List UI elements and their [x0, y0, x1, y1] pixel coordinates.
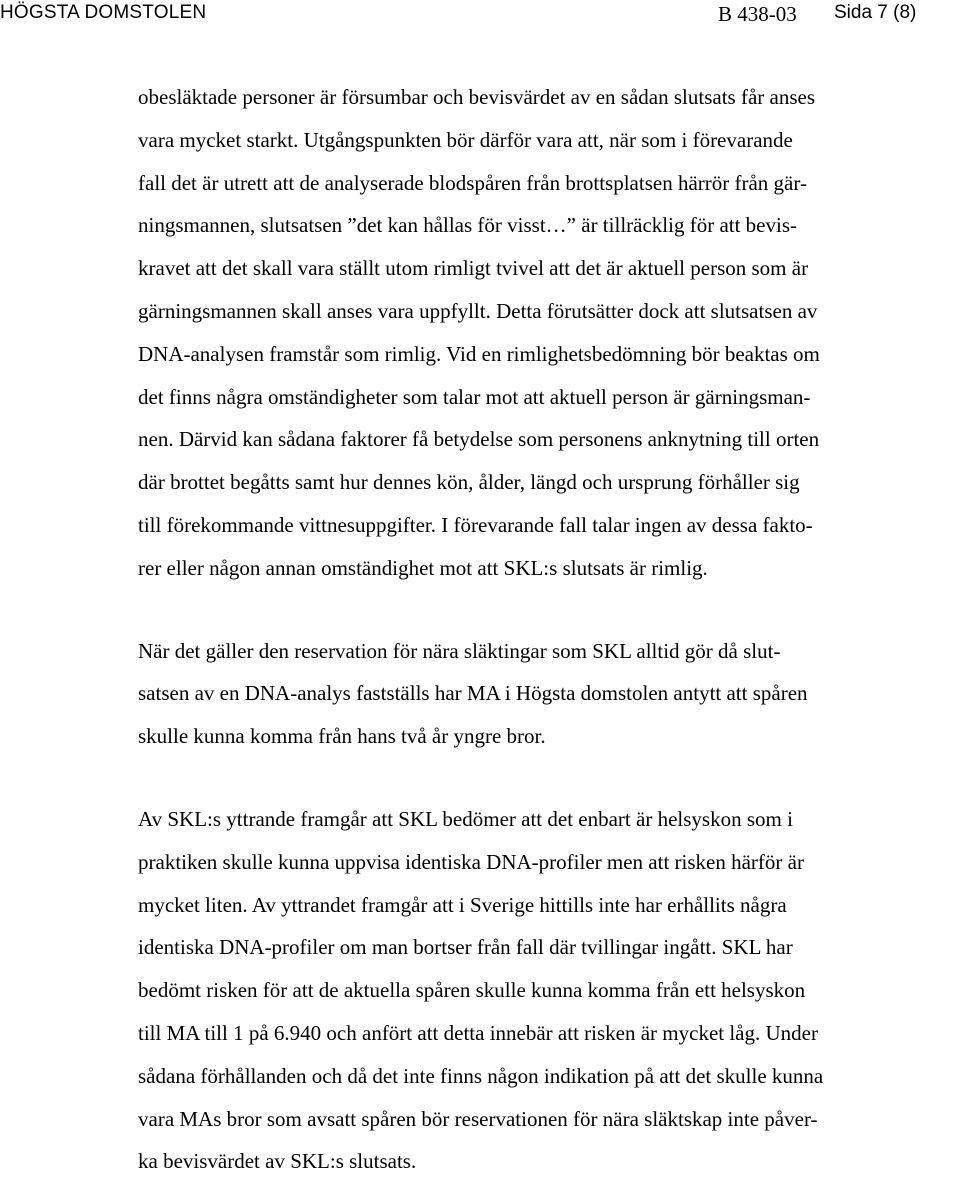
case-number: B 438-03 [718, 2, 797, 26]
paragraph-spacer [138, 758, 960, 798]
text-line: till förekommande vittnesuppgifter. I förevarande fall talar ingen av dessa fakto- [138, 512, 813, 537]
text-line: sådana förhållanden och då det inte finns någon indikation på att det skulle kunna [138, 1063, 824, 1088]
text-line: obesläktade personer är försumbar och bevisvärdet av en sådan slutsats får anses [138, 85, 816, 109]
text-line: Av SKL:s yttrande framgår att SKL bedömer att det enbart är helsyskon som i [138, 806, 793, 831]
court-name: HÖGSTA DOMSTOLEN [0, 2, 207, 23]
text-line: DNA-analysen framstår som rimlig. Vid en rimlighetsbedömning bör beaktas om [138, 341, 820, 366]
text-line: det finns några omständigheter som talar mot att aktuell person är gärningsman- [138, 384, 811, 409]
text-line: gärningsmannen skall anses vara uppfyllt. Detta förutsätter dock att slutsatsen av [138, 298, 818, 323]
text-line: ningsmannen, slutsatsen ”det kan hållas för visst…” är tillräcklig för att bevis- [138, 213, 797, 238]
text-line: När det gäller den reservation för nära släktingar som SKL alltid gör då slut- [138, 638, 781, 663]
text-line: identiska DNA-profiler om man bortser från fall där tvillingar ingått. SKL har [138, 935, 793, 960]
text-line: mycket liten. Av yttrandet framgår att i Sverige hittills inte har erhållits några [138, 892, 787, 917]
page-number: Sida 7 (8) [834, 2, 917, 23]
text-line: bedömt risken för att de aktuella spåren skulle kunna komma från ett helsyskon [138, 978, 806, 1003]
paragraph-spacer [138, 590, 960, 630]
paragraph [138, 798, 960, 1183]
text-line: skulle kunna komma från hans två år yngre bror. [138, 724, 546, 749]
text-line: vara mycket starkt. Utgångspunkten bör därför vara att, när som i förevarande [138, 127, 793, 152]
text-line: kravet att det skall vara ställt utom rimligt tvivel att det är aktuell person som är [138, 256, 809, 281]
text-line: ka bevisvärdet av SKL:s slutsats. [138, 1149, 417, 1174]
paragraph [138, 630, 960, 758]
text-line: fall det är utrett att de analyserade blodspåren från brottsplatsen härrör från gär- [138, 170, 807, 195]
text-line: nen. Därvid kan sådana faktorer få betydelse som personens anknytning till orten [138, 427, 820, 452]
text-line: praktiken skulle kunna uppvisa identiska DNA-profiler men att risken härför är [138, 849, 804, 874]
page-header [0, 0, 960, 30]
text-line: där brottet begåtts samt hur dennes kön, ålder, längd och ursprung förhåller sig [138, 470, 800, 495]
text-line: rer eller någon annan omständighet mot att SKL:s slutsats är rimlig. [138, 555, 708, 580]
text-line: vara MAs bror som avsatt spåren bör reservationen för nära släktskap inte påver- [138, 1106, 818, 1131]
document-body [138, 76, 960, 1183]
paragraph [138, 76, 960, 590]
text-line: satsen av en DNA-analys fastställs har MA i Högsta domstolen antytt att spåren [138, 681, 808, 706]
text-line: till MA till 1 på 6.940 och anfört att detta innebär att risken är mycket låg. Under [138, 1020, 818, 1045]
